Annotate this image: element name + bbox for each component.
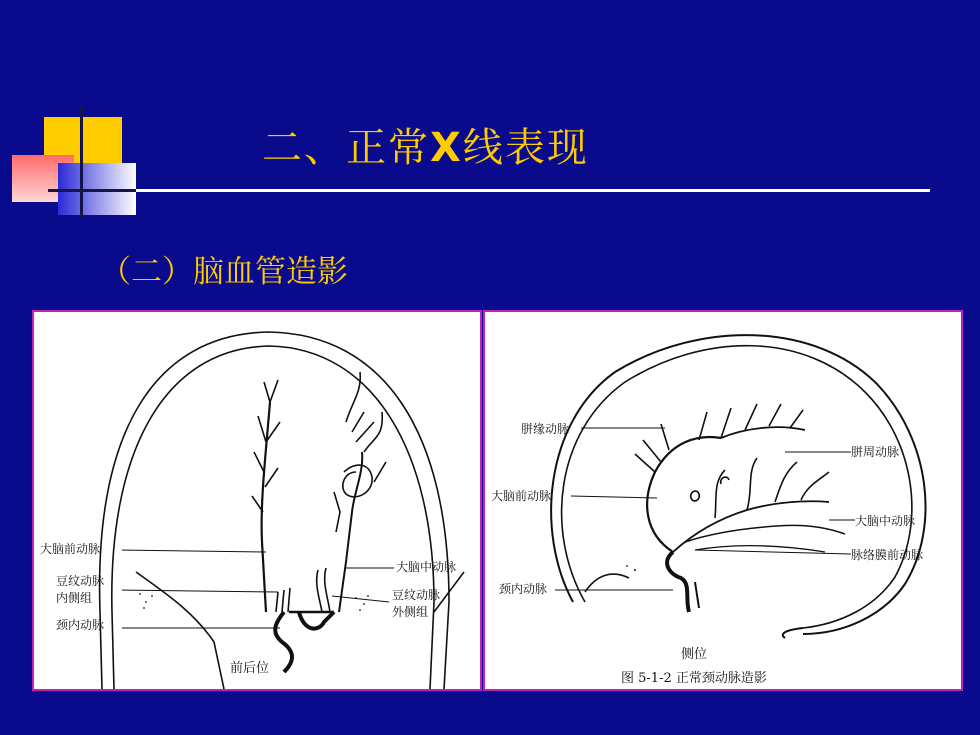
ap-label-ls-lateral-2: 外侧组	[392, 605, 429, 619]
lat-label-pericallosal: 胼周动脉	[851, 445, 900, 459]
lat-label-callosomarginal: 胼缘动脉	[521, 422, 570, 436]
ap-label-mca: 大脑中动脉	[396, 560, 457, 574]
figure-ap-view	[32, 310, 482, 691]
decor-dark-line	[48, 189, 136, 192]
lat-figure-caption: 图 5-1-2 正常颈动脉造影	[621, 671, 767, 686]
title-x: X	[430, 125, 463, 171]
figure-lateral-view	[483, 310, 963, 691]
lat-label-mca: 大脑中动脉	[855, 514, 916, 528]
slide-title	[262, 116, 589, 173]
decor-vertical-line	[80, 105, 83, 217]
ap-label-ls-medial-2: 内侧组	[56, 591, 93, 605]
ap-label-aca: 大脑前动脉	[40, 542, 101, 556]
lat-label-anterior-choroidal: 脉络膜前动脉	[851, 548, 924, 562]
ap-caption: 前后位	[230, 661, 270, 676]
ap-label-ls-lateral-1: 豆纹动脉	[392, 588, 441, 602]
title-underline	[48, 189, 930, 192]
ap-angiogram-drawing	[34, 312, 480, 689]
slide-subtitle: （二）脑血管造影	[100, 254, 348, 290]
lat-view-caption: 侧位	[681, 647, 708, 662]
title-suffix: 线表现	[462, 125, 589, 171]
lateral-angiogram-drawing	[485, 312, 961, 689]
lat-label-ica: 颈内动脉	[499, 582, 548, 596]
title-prefix: 二、正常	[262, 125, 430, 171]
lat-label-aca: 大脑前动脉	[491, 489, 552, 503]
ap-label-ls-medial-1: 豆纹动脉	[56, 574, 105, 588]
ap-label-ica: 颈内动脉	[56, 618, 105, 632]
